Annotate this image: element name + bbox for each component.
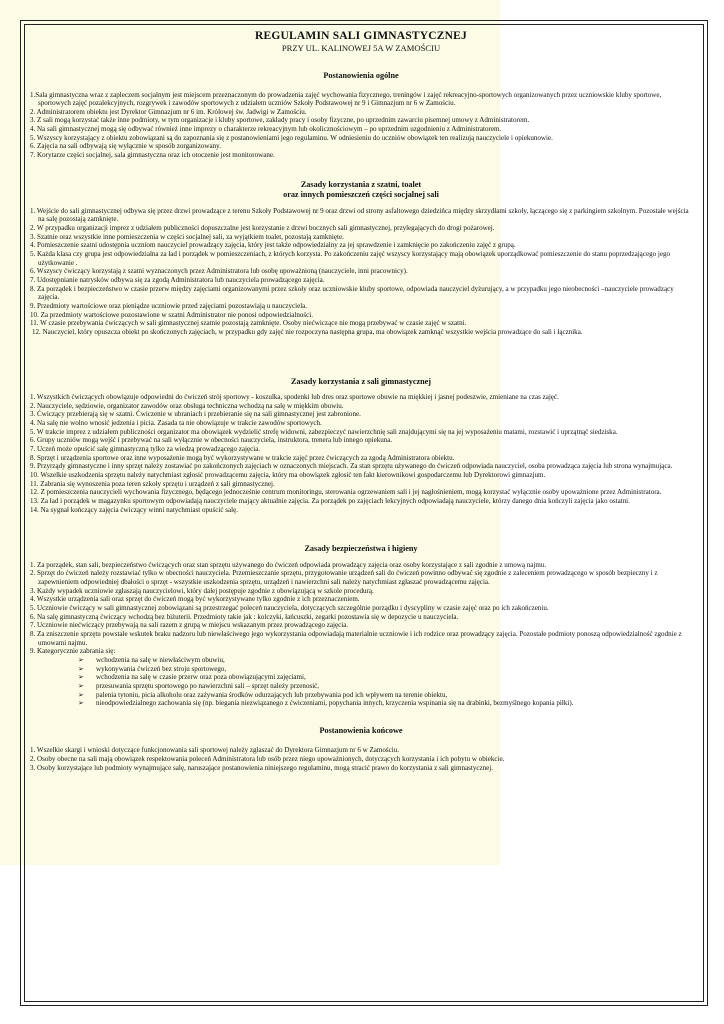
list-item: 14. Na sygnał kończący zajęcia ćwiczący winni natychmiast opuścić salę. <box>30 505 238 514</box>
list-item: 10. Wszelkie uszkodzenia sprzętu należy natychmiast zgłosić prowadzącemu zajęcia, który ma obowiązek zgłosić ten fakt kierownikowi gospodarczemu lub Dyrektorowi gimnazjum. <box>30 471 546 479</box>
list-item: 7. Korytarze części socjalnej, sala gimnastyczna oraz ich otoczenie jest monitorowane. <box>30 151 275 160</box>
list-item: 2. Sprzęt do ćwiczeń należy rozstawiać tylko w obecności nauczyciela. Przemieszczanie sprzętu, przygotowanie urządzeń sali do ćwiczeń powinno odbywać się zgodnie z zaleceniem prowadzącego w sposób bezpieczny i z zapewnieniem odpowiedniej dbałości o sprzęt - wszystkie uszkodzenia sprzętu, urządzeń i nawierzchni sali należy natychmiast zgłaszać prowadzącemu zajęcia. <box>30 569 658 587</box>
section-title-line: Zasady korzystania z sali gimnastycznej <box>290 376 432 386</box>
prohibition-text: przesuwania sprzętu sportowego po nawierzchni sali – sprzęt należy przenosić, <box>96 681 320 690</box>
list-item: 8. Za porządek i bezpieczeństwo w czasie przerw między zajęciami organizowanymi przez szkoły oraz uczniowskie kluby sportowe, odpowiada nauczyciel dyżurujący, a w przypadku jego nieobecności –nauczyciele prowadzący zajęcia. <box>30 284 674 302</box>
arrow-bullet-icon: ➢ <box>78 681 84 690</box>
section-title-gym-usage <box>30 377 692 388</box>
list-item: 9. Kategorycznie zabrania się: <box>30 647 116 656</box>
list-item: 7. Uczeń może opuścić salę gimnastyczną tylko za wiedzą prowadzącego zajęcia. <box>30 445 261 454</box>
list-item: 4. Na sali gimnastycznej mogą się odbywać również inne imprezy o charakterze rekreacyjnym lub okolicznościowym – po uprzednim uzgodnieniu z Administratorem. <box>30 125 502 134</box>
list-item: 5. W trakcie imprez z udziałem publiczności organizator ma obowiązek wydzielić strefę widowni, zabezpieczyć nawierzchnię sali znajdującymi się na jej wyposażeniu matami, rozstawić i uprzątnąć siedziska. <box>30 427 618 436</box>
document-subtitle: PRZY UL. KALINOWEJ 5A W ZAMOŚCIU <box>281 43 441 53</box>
prohibition-item <box>78 656 692 665</box>
list-item: 7. Uczniowie niećwiczący przebywają na sali razem z grupą w miejscu wskazanym przez prowadzącego zajęcia. <box>30 621 349 630</box>
prohibition-item <box>78 665 692 674</box>
list-item: 2. Administratorem obiektu jest Dyrektor Gimnazjum nr 6 im. Królowej św. Jadwigi w Zamościu. <box>30 107 307 116</box>
list-item: 3. Każdy wypadek uczniowie zgłaszają nauczycielowi, który dalej postępuje zgodnie z obowiązującą w szkole procedurą. <box>30 586 374 595</box>
list-item: 6. Grupy uczniów mogą wejść i przebywać na sali wyłącznie w obecności nauczyciela, instruktora, trenera lub innego opiekuna. <box>30 436 393 445</box>
document-title: REGULAMIN SALI GIMNASTYCZNEJ <box>255 30 467 42</box>
list-item: 1. Wszelkie skargi i wnioski dotyczące funkcjonowania sali sportowej należy zgłaszać do Dyrektora Gimnazjum nr 6 w Zamościu. <box>30 746 400 755</box>
section-title-line: oraz innych pomieszczeń części socjalnej sali <box>283 190 439 200</box>
list-item: 3. Szatnie oraz wszystkie inne pomieszczenia w części socjalnej sali, za wyjątkiem toalet, pozostają zamknięte. <box>30 232 344 241</box>
section-list-locker-rooms <box>30 207 692 337</box>
list-item: 3. Ćwiczący przebierają się w szatni. Ćwiczenie w ubraniach i przebieranie się na sali gimnastycznej jest zabronione. <box>30 410 361 419</box>
list-item: 4. Pomieszczenie szatni udostępnia uczniom nauczyciel prowadzący zajęcia, który jest także odpowiedzialny za jej sprawdzenie i zamknięcie po zakończeniu zajęć z grupą. <box>30 241 516 250</box>
document-content <box>30 28 692 772</box>
prohibitions-list <box>30 656 692 708</box>
list-item: 5. Każda klasa czy grupa jest odpowiedzialna za ład i porządek w pomieszczeniach, z których korzysta. Po zakończeniu zajęć wszyscy korzystający mają obowiązek uporządkować pomieszczenie do stanu poprzedzającego jego użytkowanie . <box>30 250 671 267</box>
section-list-general <box>30 91 692 160</box>
list-item: 9. Przyrządy gimnastyczne i inny sprzęt należy zostawiać po zakończonych zajęciach w oznaczonych miejscach. Za stan sprzętu używanego do ćwiczeń odpowiada nauczyciel, osoba prowadząca zajęcia lub strona wynajmująca. <box>30 462 673 471</box>
list-item: 3. Z sali mogą korzystać także inne podmioty, w tym organizacje i kluby sportowe, zakłady pracy i osoby fizyczne, po uprzednim zawarciu pisemnej umowy z Administratorem. <box>30 116 530 125</box>
list-item: 6. Na salę gimnastyczną ćwiczący wchodzą bez biżuterii. Przedmioty takie jak : kolczyki, łańcuszki, zegarki pozostawia się w depozycie u nauczyciela. <box>30 612 459 621</box>
list-item: 12. Z pomieszczenia nauczycieli wychowania fizycznego, będącego jednocześnie centrum monitoringu, sterowania ogrzewaniem sali i jej nagłośnieniem, mogą korzystać wyłącznie osoby upoważnione przez Administratora. <box>30 488 662 497</box>
prohibition-text: wykonywania ćwiczeń bez stroju sportowego, <box>96 664 227 673</box>
prohibition-text: nieodpowiedzialnego zachowania się (np. biegania niezwiązanego z ćwiczeniami, popychania innych, krzyczenia wspinania się na drabinki, bezmyślnego kopania piłki). <box>96 699 574 708</box>
section-title-safety <box>30 544 692 555</box>
list-item: 12. Nauczyciel, który opuszcza obiekt po skończonych zajęciach, w przypadku gdy zajęć nie rozpoczyna następna grupa, ma obowiązek zamknąć wszystkie wejścia prowadzące do sali i łącznika. <box>32 327 583 336</box>
prohibition-item <box>78 673 692 682</box>
list-item: 10. Za przedmioty wartościowe pozostawione w szatni Administrator nie ponosi odpowiedzialności. <box>30 310 313 319</box>
list-item: 4. Wszystkie urządzenia sali oraz sprzęt do ćwiczeń mogą być wykorzystywane tylko zgodnie z ich przeznaczeniem. <box>30 595 360 604</box>
list-item: 9. Przedmioty wartościowe oraz pieniądze uczniowie przed zajęciami pozostawiają u nauczyciela. <box>30 301 308 310</box>
list-item: 6. Zajęcia na sali odbywają się wyłącznie w sposób zorganizowany. <box>30 142 221 151</box>
section-title-line: Zasady korzystania z szatni, toalet <box>300 179 422 189</box>
prohibition-item <box>78 682 692 691</box>
list-item: 2. Nauczyciele, sędziowie, organizator zawodów oraz obsługa techniczna wchodzą na salę w miękkim obuwiu. <box>30 401 344 410</box>
list-item: 1. Wejście do sali gimnastycznej odbywa się przez drzwi prowadzące z terenu Szkoły Podstawowej nr 9 oraz drzwi od strony asfaltowego dziedzińca między skrzydłami szkoły, łączącego się z parkingiem szkolnym. Pozostałe wejścia na salę pozostają zamknięte. <box>30 206 689 224</box>
arrow-bullet-icon: ➢ <box>78 656 84 664</box>
list-item: 2. W przypadku organizacji imprez z udziałem publiczności dopuszczalne jest korzystanie z drzwi bocznych sali gimnastycznej, przylegających do drogi pożarowej. <box>30 224 495 233</box>
list-item: 6. Wszyscy ćwiczący korzystają z szatni wyznaczonych przez Administratora lub osobę upoważnioną (nauczyciele, inni pracownicy). <box>30 267 408 276</box>
arrow-bullet-icon: ➢ <box>78 673 84 682</box>
section-title-general <box>30 71 692 82</box>
prohibition-item <box>78 699 692 708</box>
list-item: 2. Osoby obecne na sali mają obowiązek respektowania poleceń Administratora lub osób przez niego upoważnionych, dotyczących korzystania i ich pobytu w obiekcie. <box>30 755 505 764</box>
arrow-bullet-icon: ➢ <box>78 690 84 699</box>
prohibition-text: wchodzenia na salę w niewłaściwym obuwiu, <box>96 656 225 664</box>
prohibition-text: wchodzenia na salę w czasie przerw oraz poza obowiązującymi zajęciami, <box>96 673 306 682</box>
section-list-gym-usage <box>30 393 692 514</box>
prohibition-item <box>78 691 692 700</box>
list-item: 11. Zabrania się wynoszenia poza teren szkoły sprzętu i urządzeń z sali gimnastycznej. <box>30 479 275 488</box>
list-item: 13. Za ład i porządek w magazynku sportowym odpowiadają nauczyciele mający aktualnie zajęcia. Za porządek po zajęciach lekcyjnych odpowiadają nauczyciele, którzy danego dnia kończyli zajęcia jako ostatni. <box>30 496 630 505</box>
list-item: 5. Uczniowie ćwiczący w sali gimnastycznej zobowiązani są przestrzegać poleceń nauczyciela, dotyczących szczególnie porządku i dyscypliny w czasie zajęć oraz po ich zakończeniu. <box>30 604 549 613</box>
section-title-line: Postanowienia ogólne <box>323 71 399 80</box>
section-list-final <box>30 746 692 772</box>
list-item: 8. Za zniszczenie sprzętu powstałe wskutek braku nadzoru lub niewłaściwego jego wykorzystania odpowiadają materialnie uczniowie i ich rodzice oraz prowadzący zajęcia. Pozostałe podmioty ponoszą odpowiedzialność zgodnie z umowami najmu. <box>30 630 682 647</box>
arrow-bullet-icon: ➢ <box>78 699 84 708</box>
prohibition-text: palenia tytoniu, picia alkoholu oraz zażywania środków odurzających lub przebywania pod ich wpływem na terenie obiektu, <box>96 690 448 699</box>
list-item: 3. Osoby korzystające lub podmioty wynajmujące salę, naruszające postanowienia niniejszego regulaminu, mogą stracić prawo do korzystania z sali gimnastycznej. <box>30 763 493 772</box>
list-item: 1.Sala gimnastyczna wraz z zapleczem socjalnym jest miejscem przeznaczonym do prowadzenia zajęć wychowania fizycznego, treningów i zajęć rekreacyjno-sportowych organizowanych przez uczniowskie kluby sportowe, sportowych zajęć pozalekcyjnych, rozgrywek i zawodów sportowych z udziałem uczniów Szkoły Podstawowej nr 9 i Gimnazjum nr 6 w Zamościu. <box>30 90 662 108</box>
section-title-final <box>30 726 692 737</box>
list-item: 8. Sprzęt i urządzenia sportowe oraz inne wyposażenie mogą być wykorzystywane w trakcie zajęć przez ćwiczących za zgodą Administratora obiektu. <box>30 453 455 462</box>
list-item: 11. W czasie przebywania ćwiczących w sali gimnastycznej szatnie pozostają zamknięte. Osoby niećwiczące nie mogą przebywać w czasie zajęć w szatni. <box>30 319 467 328</box>
arrow-bullet-icon: ➢ <box>78 664 84 673</box>
section-title-line: Postanowienia końcowe <box>319 725 403 735</box>
section-list-safety <box>30 561 692 656</box>
list-item: 7. Udostępnianie natrysków odbywa się za zgodą Administratora lub nauczyciela prowadzącego zajęcia. <box>30 276 325 284</box>
section-title-line: Zasady bezpieczeństwa i higieny <box>304 544 418 554</box>
list-item: 1. Wszystkich ćwiczących obowiązuje odpowiedni do ćwiczeń strój sportowy - koszulka, spodenki lub dres oraz sportowe obuwie na miękkiej i jasnej podeszwie, zmieniane na czas zajęć. <box>30 393 559 402</box>
list-item: 4. Na salę nie wolno wnosić jedzenia i picia. Zasada ta nie obowiązuje w trakcie zawodów sportowych. <box>30 419 322 428</box>
section-title-locker-rooms <box>30 180 692 201</box>
list-item: 1. Za porządek, stan sali, bezpieczeństwo ćwiczących oraz stan sprzętu używanego do ćwiczeń odpowiada prowadzący zajęcia oraz osoby korzystające z sali zgodnie z umową najmu. <box>30 560 547 569</box>
list-item: 5. Wszyscy korzystający z obiektu zobowiązani są do zapoznania się z postanowieniami jego regulaminu. W odniesieniu do uczniów obowiązek ten realizują nauczyciele i opiekunowie. <box>30 133 553 142</box>
